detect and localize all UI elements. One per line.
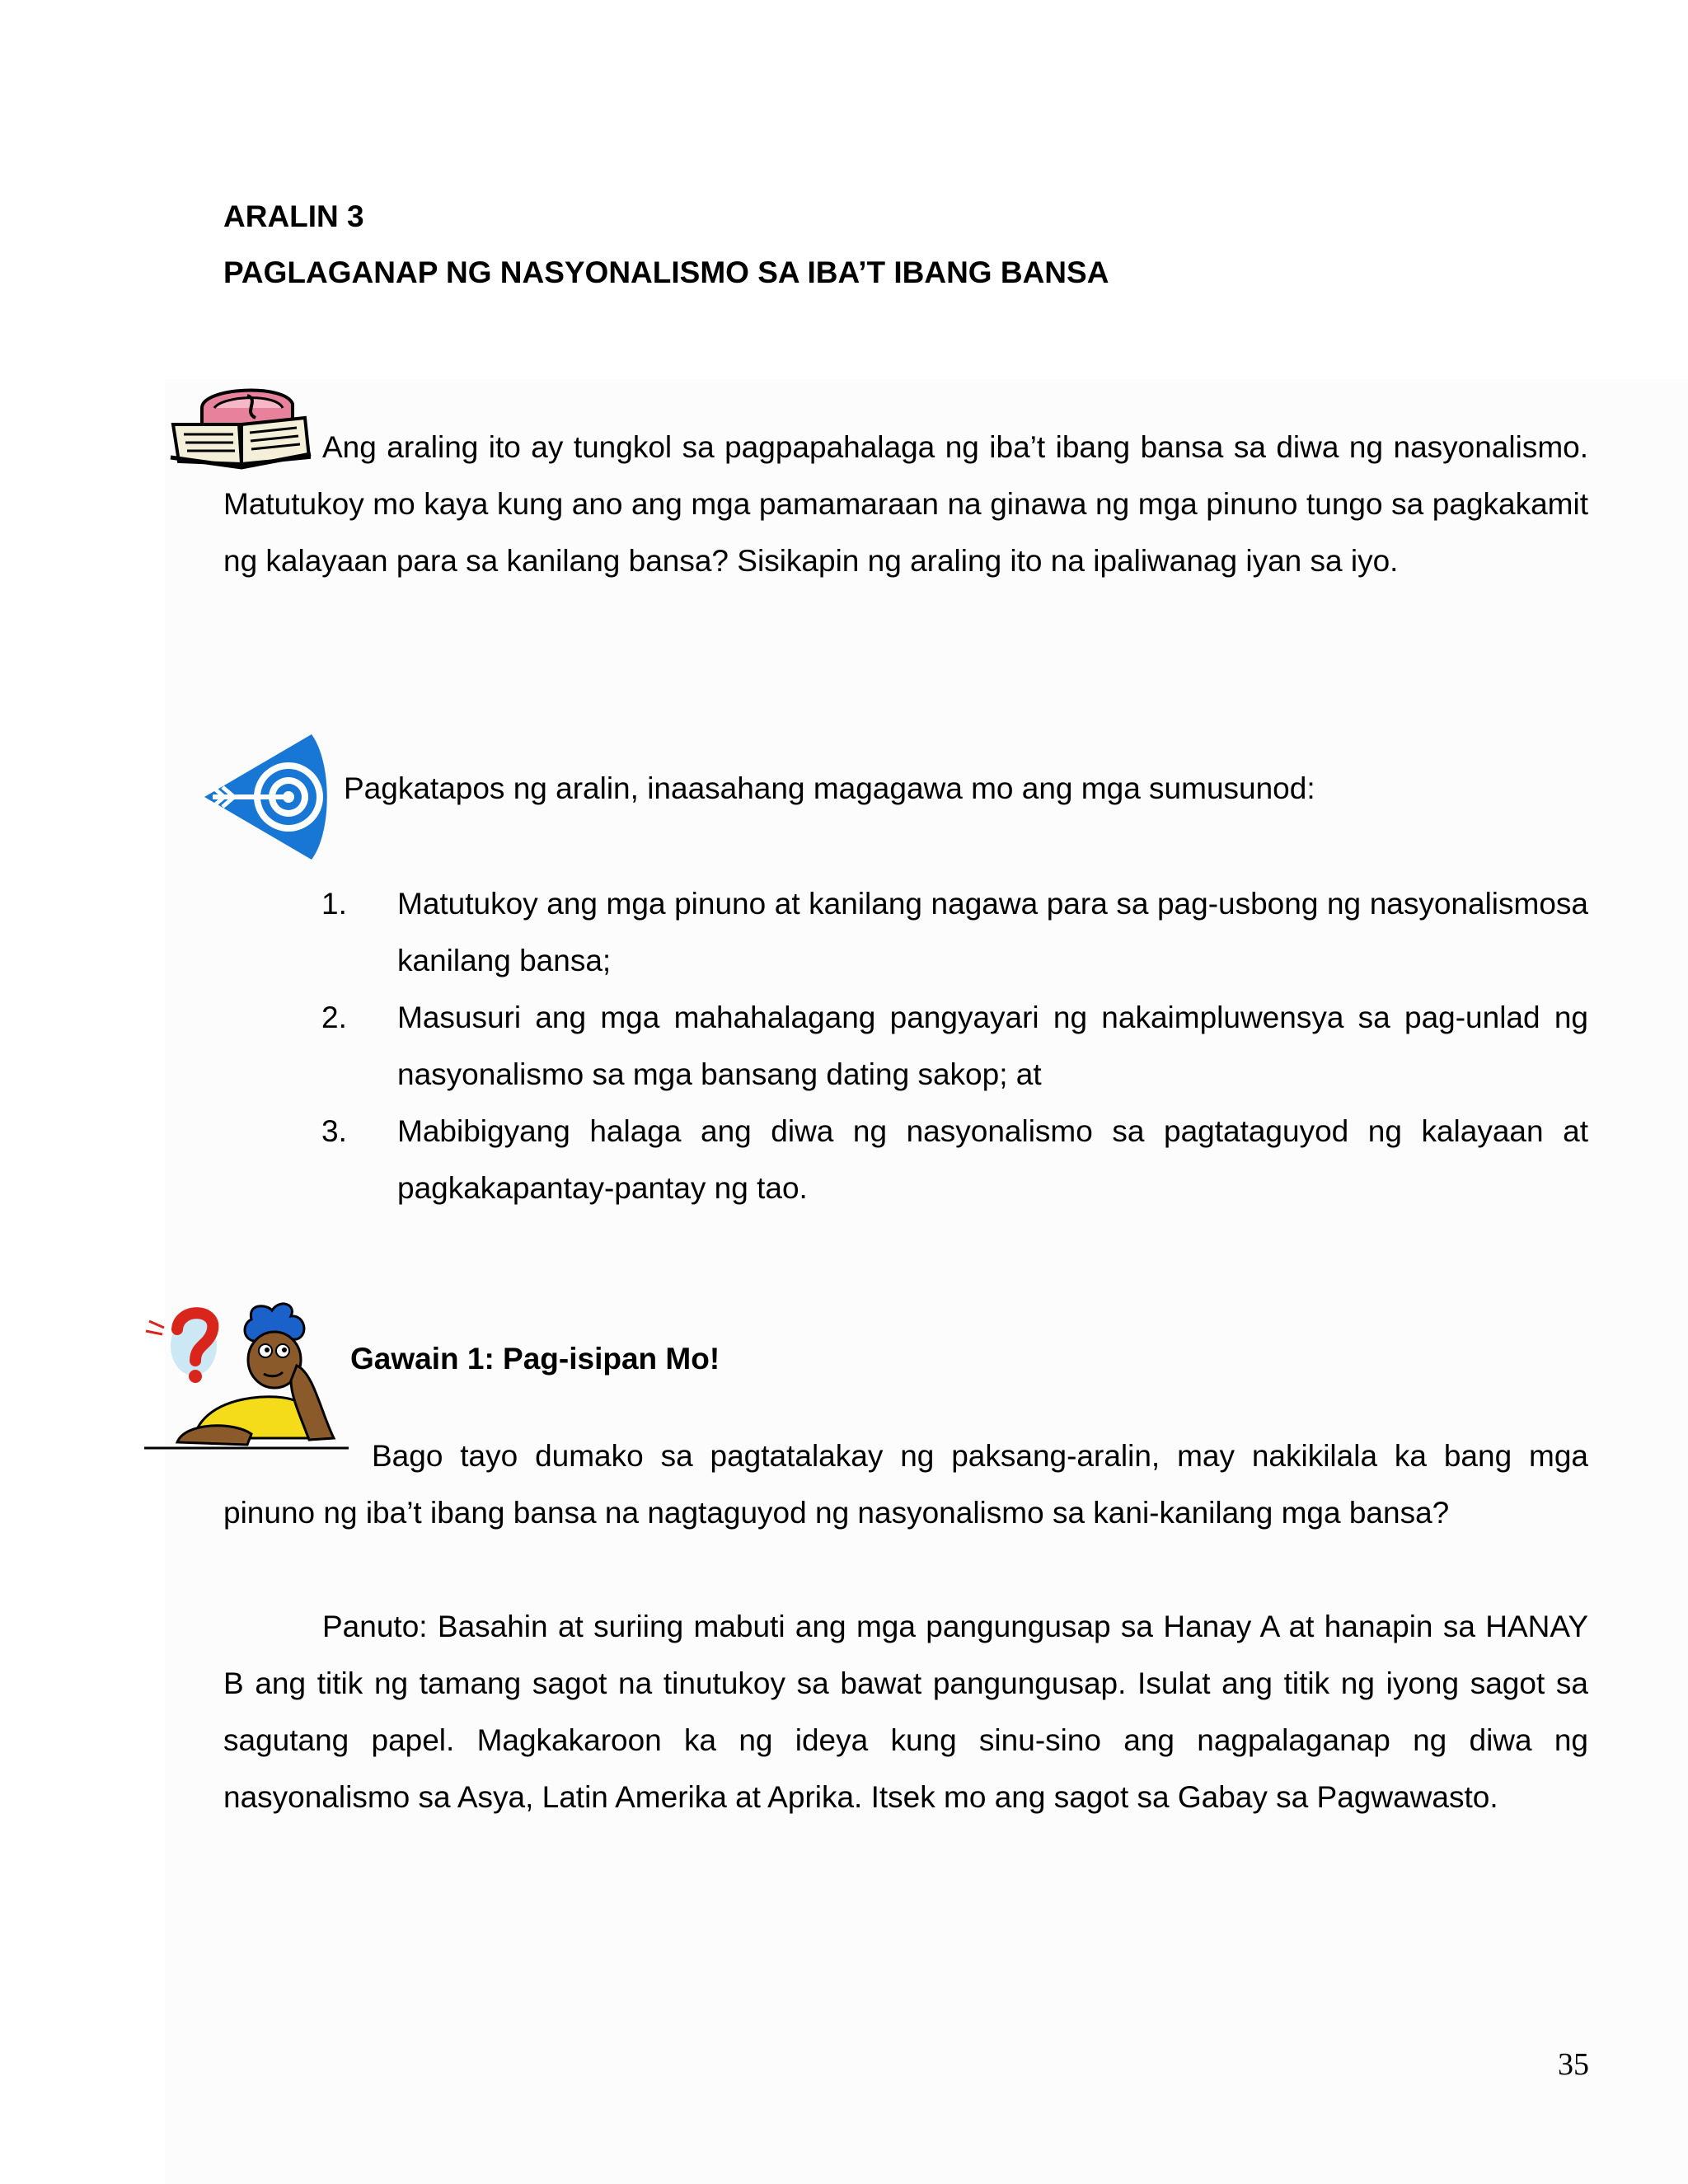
list-text: Matutukoy ang mga pinuno at kanilang nagawa para sa pag-usbong ng nasyonalismosa kanilang bansa; <box>397 887 1588 977</box>
list-item <box>321 1103 1588 1216</box>
list-item <box>321 875 1588 989</box>
page-number: 35 <box>1558 2047 1589 2082</box>
objectives-list <box>321 875 1588 1216</box>
activity-instructions: Panuto: Basahin at suriing mabuti ang mga pangungusap sa Hanay A at hanapin sa HANAY B ang titik ng tamang sagot na tinutukoy sa bawat pangungusap. Isulat ang titik ng iyong sagot sa sagutang papel. Magkakaroon ka ng ideya kung sinu-sino ang nagpalaganap ng diwa ng nasyonalismo sa Asya, Latin Amerika at Aprika. Itsek mo ang sagot sa Gabay sa Pagwawasto. <box>223 1610 1588 1814</box>
objectives-lead: Pagkatapos ng aralin, inaasahang magagawa mo ang mga sumusunod: <box>344 771 1315 805</box>
page-background <box>165 379 1688 2184</box>
list-number: 2. <box>321 1001 347 1034</box>
list-text: Masusuri ang mga mahahalagang pangyayari ng nakaimpluwensya sa pag-unlad ng nasyonalismo sa mga bansang dating sakop; at <box>397 1001 1588 1091</box>
intro-paragraph: Ang araling ito ay tungkol sa pagpapahalaga ng iba’t ibang bansa sa diwa ng nasyonalismo. Matutukoy mo kaya kung ano ang mga pamamaraan na ginawa ng mga pinuno tungo sa pagkakamit ng kalayaan para sa kanilang bansa? Sisikapin ng araling ito na ipaliwanag iyan sa iyo. <box>223 430 1588 578</box>
lesson-title: PAGLAGANAP NG NASYONALISMO SA IBA’T IBANG BANSA <box>223 255 1109 289</box>
target-arrow-icon <box>196 729 328 865</box>
lesson-label: ARALIN 3 <box>223 199 364 233</box>
list-number: 1. <box>321 887 347 921</box>
activity-title: Gawain 1: Pag-isipan Mo! <box>350 1342 720 1376</box>
list-text: Mabibigyang halaga ang diwa ng nasyonalismo sa pagtataguyod ng kalayaan at pagkakapantay-pantay ng tao. <box>397 1114 1588 1205</box>
list-item <box>321 989 1588 1103</box>
activity-question: Bago tayo dumako sa pagtatalakay ng paksang-aralin, may nakikilala ka bang mga pinuno ng iba’t ibang bansa na nagtaguyod ng nasyonalismo sa kani-kanilang mga bansa? <box>223 1439 1588 1530</box>
list-number: 3. <box>321 1114 347 1148</box>
